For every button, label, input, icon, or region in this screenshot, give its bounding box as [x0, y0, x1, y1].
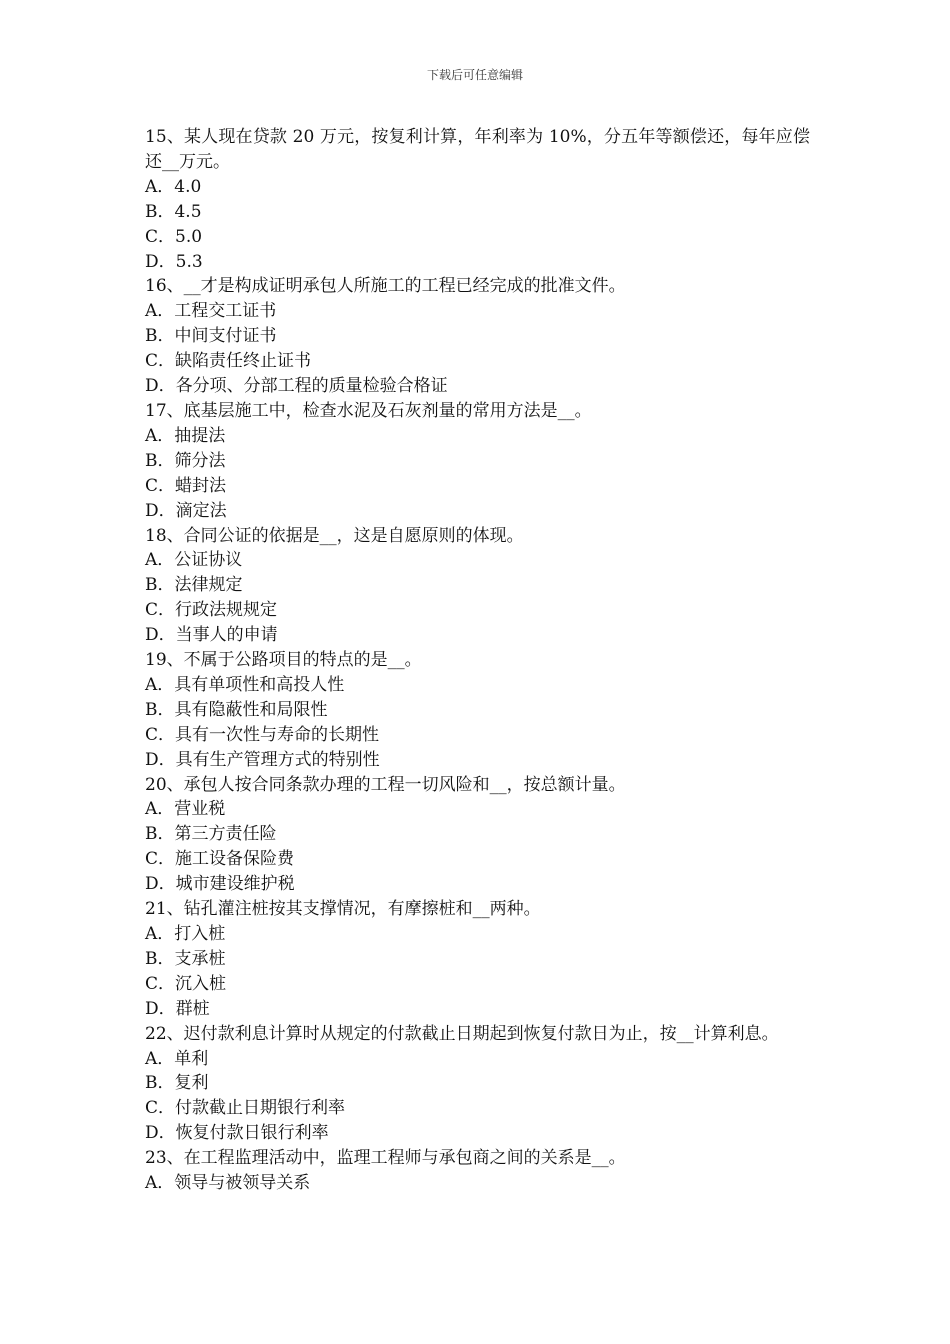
option-a: A．单利 — [145, 1048, 209, 1069]
option-d: D．5.3 — [145, 251, 203, 272]
question-21 — [145, 897, 810, 1022]
option-a: A．打入桩 — [145, 924, 226, 944]
option-b: B．中间支付证书 — [145, 326, 277, 347]
option-b: B．法律规定 — [145, 575, 243, 596]
question-19 — [145, 648, 810, 773]
option-c: C．蜡封法 — [145, 475, 227, 496]
question-22 — [145, 1022, 810, 1147]
option-b: B．第三方责任险 — [145, 824, 277, 845]
option-d: D．群桩 — [145, 998, 210, 1019]
option-c: C．沉入桩 — [145, 973, 227, 994]
option-b: B．具有隐蔽性和局限性 — [145, 699, 328, 720]
option-d: D．具有生产管理方式的特别性 — [145, 749, 380, 770]
option-c: C．施工设备保险费 — [145, 849, 295, 870]
option-a: A．领导与被领导关系 — [145, 1173, 311, 1194]
option-a: A．公证协议 — [145, 550, 243, 571]
question-stem: 21、钻孔灌注桩按其支撑情况，有摩擦桩和__两种。 — [145, 899, 541, 920]
option-c: C．行政法规规定 — [145, 600, 278, 621]
question-15 — [145, 125, 810, 274]
question-23 — [145, 1146, 810, 1196]
option-a: A．抽提法 — [145, 425, 226, 446]
option-d: D．各分项、分部工程的质量检验合格证 — [145, 376, 448, 397]
question-20 — [145, 773, 810, 898]
question-stem: 19、不属于公路项目的特点的是__。 — [145, 650, 422, 671]
option-c: C．具有一次性与寿命的长期性 — [145, 724, 380, 745]
option-a: A．4.0 — [145, 176, 202, 197]
option-a: A．营业税 — [145, 799, 226, 820]
question-stem: 23、在工程监理活动中，监理工程师与承包商之间的关系是__。 — [145, 1148, 626, 1169]
question-stem: 17、底基层施工中，检查水泥及石灰剂量的常用方法是__。 — [145, 400, 592, 421]
option-a: A．具有单项性和高投人性 — [145, 674, 345, 695]
option-a: A．工程交工证书 — [145, 301, 277, 322]
question-stem: 16、__才是构成证明承包人所施工的工程已经完成的批准文件。 — [145, 276, 626, 297]
question-stem: 15、某人现在贷款 20 万元，按复利计算，年利率为 10%，分五年等额偿还，每年应偿还__万元。 — [145, 127, 810, 172]
option-d: D．滴定法 — [145, 500, 227, 521]
option-b: B．4.5 — [145, 201, 202, 222]
question-16 — [145, 274, 810, 399]
option-d: D．城市建设维护税 — [145, 874, 295, 895]
question-stem: 18、合同公证的依据是__，这是自愿原则的体现。 — [145, 525, 524, 546]
option-b: B．复利 — [145, 1073, 209, 1094]
option-b: B．筛分法 — [145, 450, 226, 471]
option-d: D．当事人的申请 — [145, 625, 278, 646]
option-c: C．缺陷责任终止证书 — [145, 351, 312, 372]
option-d: D．恢复付款日银行利率 — [145, 1123, 329, 1144]
question-18 — [145, 524, 810, 649]
option-b: B．支承桩 — [145, 948, 226, 969]
page-header: 下载后可任意编辑 — [426, 68, 523, 82]
question-stem: 20、承包人按合同条款办理的工程一切风险和__，按总额计量。 — [145, 774, 626, 795]
question-stem: 22、迟付款利息计算时从规定的付款截止日期起到恢复付款日为止，按__计算利息。 — [145, 1023, 779, 1044]
question-list — [145, 125, 810, 1196]
question-17 — [145, 399, 810, 524]
option-c: C．付款截止日期银行利率 — [145, 1098, 346, 1119]
option-c: C．5.0 — [145, 226, 203, 247]
